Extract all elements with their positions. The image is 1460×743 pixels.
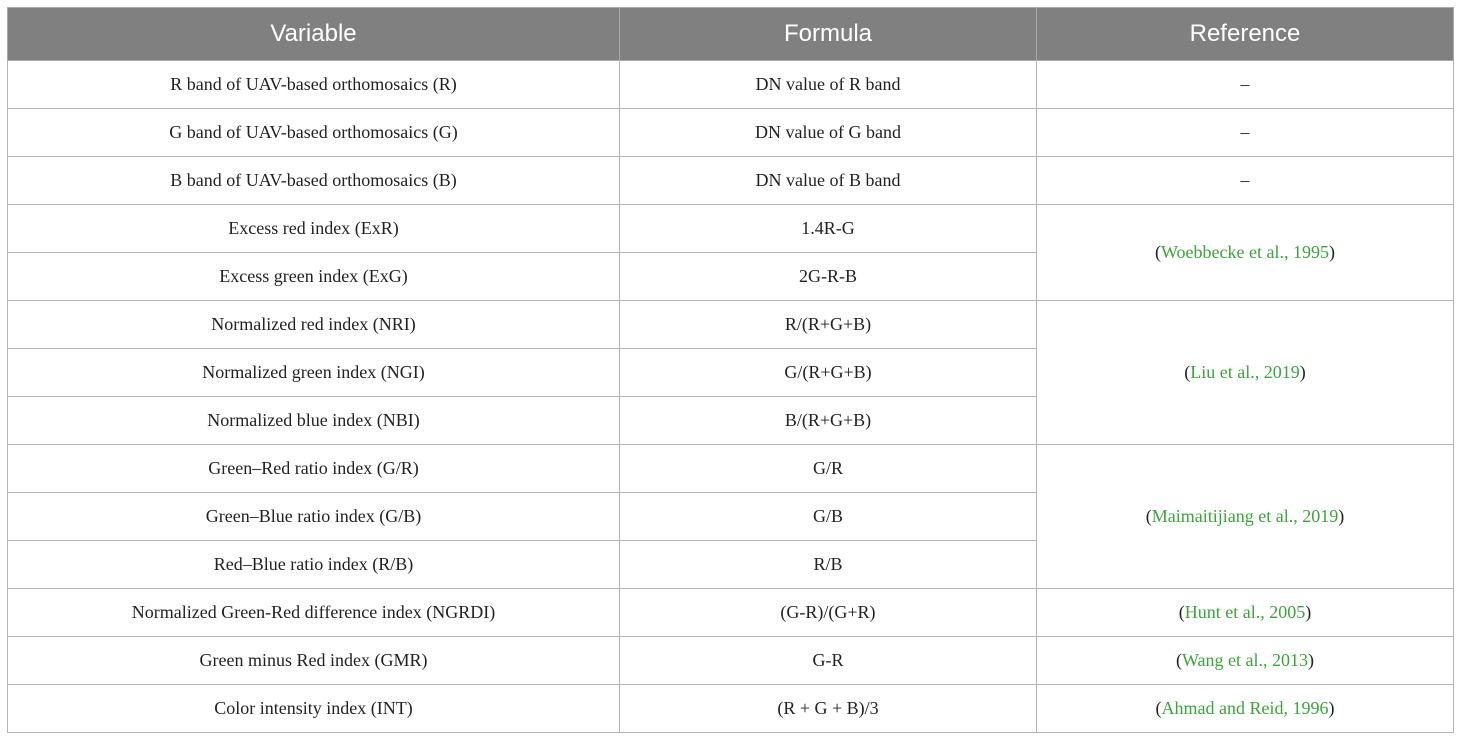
variable-cell: Normalized blue index (NBI) xyxy=(8,397,620,445)
formula-cell: DN value of B band xyxy=(620,157,1037,205)
table-row xyxy=(8,205,1454,253)
reference-cell: (Woebbecke et al., 1995) xyxy=(1037,205,1454,301)
variable-cell: Green–Blue ratio index (G/B) xyxy=(8,493,620,541)
table-body xyxy=(8,61,1454,733)
variable-cell: Excess green index (ExG) xyxy=(8,253,620,301)
formula-cell: R/B xyxy=(620,541,1037,589)
reference-cell: – xyxy=(1037,109,1454,157)
formula-cell: R/(R+G+B) xyxy=(620,301,1037,349)
table-row xyxy=(8,445,1454,493)
formula-cell: DN value of R band xyxy=(620,61,1037,109)
formula-cell: (G-R)/(G+R) xyxy=(620,589,1037,637)
variable-cell: Normalized Green-Red difference index (NGRDI) xyxy=(8,589,620,637)
table-row xyxy=(8,301,1454,349)
formula-cell: G-R xyxy=(620,637,1037,685)
variable-cell: Normalized red index (NRI) xyxy=(8,301,620,349)
variable-cell: Normalized green index (NGI) xyxy=(8,349,620,397)
table-row xyxy=(8,637,1454,685)
table-row xyxy=(8,589,1454,637)
formula-cell: B/(R+G+B) xyxy=(620,397,1037,445)
reference-link[interactable]: Liu et al., 2019 xyxy=(1190,362,1300,382)
reference-cell: – xyxy=(1037,157,1454,205)
formula-cell: 2G-R-B xyxy=(620,253,1037,301)
variable-cell: Color intensity index (INT) xyxy=(8,685,620,733)
variable-cell: B band of UAV-based orthomosaics (B) xyxy=(8,157,620,205)
reference-cell: – xyxy=(1037,61,1454,109)
formula-cell: (R + G + B)/3 xyxy=(620,685,1037,733)
variable-cell: Green minus Red index (GMR) xyxy=(8,637,620,685)
formula-cell: G/(R+G+B) xyxy=(620,349,1037,397)
reference-link[interactable]: Woebbecke et al., 1995 xyxy=(1161,242,1329,262)
variable-cell: G band of UAV-based orthomosaics (G) xyxy=(8,109,620,157)
reference-cell: (Hunt et al., 2005) xyxy=(1037,589,1454,637)
reference-link[interactable]: Maimaitijiang et al., 2019 xyxy=(1151,506,1339,526)
formula-cell: G/R xyxy=(620,445,1037,493)
formula-cell: DN value of G band xyxy=(620,109,1037,157)
reference-link[interactable]: Wang et al., 2013 xyxy=(1181,650,1309,670)
table-row xyxy=(8,685,1454,733)
variable-cell: Excess red index (ExR) xyxy=(8,205,620,253)
reference-link[interactable]: Ahmad and Reid, 1996 xyxy=(1161,698,1329,718)
header-reference: Reference xyxy=(1037,8,1454,61)
formula-cell: 1.4R-G xyxy=(620,205,1037,253)
table-header-row xyxy=(8,8,1454,61)
reference-cell: (Liu et al., 2019) xyxy=(1037,301,1454,445)
header-variable: Variable xyxy=(8,8,620,61)
variable-cell: Red–Blue ratio index (R/B) xyxy=(8,541,620,589)
reference-cell: (Maimaitijiang et al., 2019) xyxy=(1037,445,1454,589)
table-row xyxy=(8,109,1454,157)
variable-cell: R band of UAV-based orthomosaics (R) xyxy=(8,61,620,109)
reference-cell: (Ahmad and Reid, 1996) xyxy=(1037,685,1454,733)
table-row xyxy=(8,157,1454,205)
variable-cell: Green–Red ratio index (G/R) xyxy=(8,445,620,493)
reference-link[interactable]: Hunt et al., 2005 xyxy=(1184,602,1306,622)
header-formula: Formula xyxy=(620,8,1037,61)
reference-cell: (Wang et al., 2013) xyxy=(1037,637,1454,685)
table-row xyxy=(8,61,1454,109)
vegetation-index-table xyxy=(7,7,1454,733)
formula-cell: G/B xyxy=(620,493,1037,541)
